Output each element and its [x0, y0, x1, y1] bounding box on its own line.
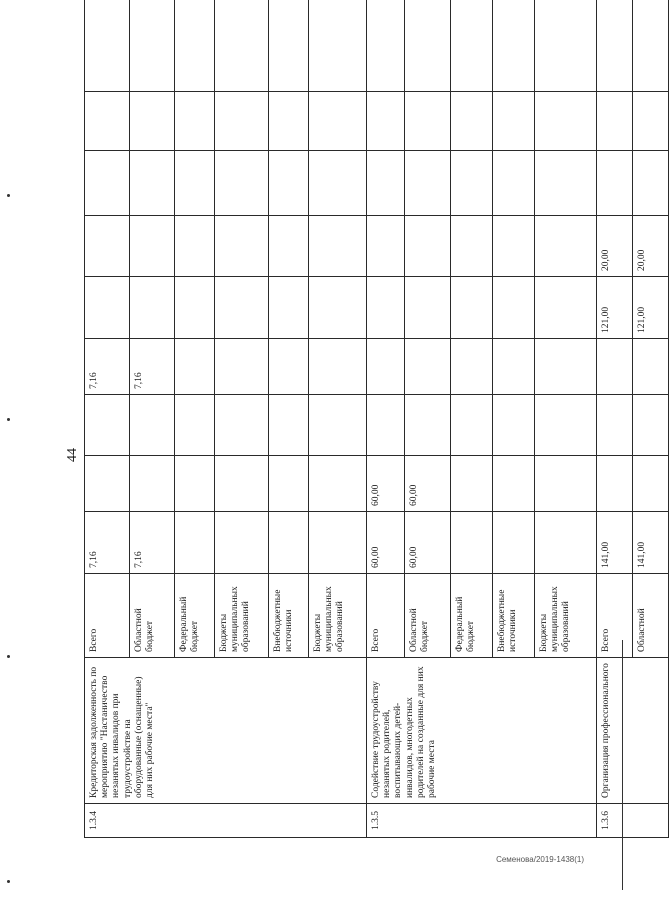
amount-cell: [535, 456, 597, 512]
amount-cell: [130, 216, 175, 277]
amount-cell: [535, 0, 597, 92]
amount-cell: [405, 92, 451, 151]
funding-source-cell: Бюджеты муниципальных образований: [309, 574, 367, 658]
item-number-cell: 1.3.6: [597, 804, 669, 838]
amount-cell: [633, 0, 669, 92]
amount-cell: 60,00: [367, 512, 405, 574]
amount-cell: [367, 92, 405, 151]
amount-cell: [215, 0, 269, 92]
item-number-cell: 1.3.5: [367, 804, 597, 838]
amount-cell: [175, 92, 215, 151]
amount-cell: [130, 0, 175, 92]
amount-cell: 60,00: [405, 456, 451, 512]
amount-cell: [309, 512, 367, 574]
amount-cell: [130, 395, 175, 456]
amount-cell: [130, 92, 175, 151]
amount-cell: [269, 92, 309, 151]
amount-cell: [451, 277, 493, 339]
amount-cell: [175, 339, 215, 395]
amount-cell: [451, 92, 493, 151]
amount-cell: [130, 151, 175, 216]
table-row: [85, 0, 130, 838]
amount-cell: [130, 277, 175, 339]
amount-cell: 20,00: [597, 216, 633, 277]
amount-cell: [309, 277, 367, 339]
amount-cell: [633, 151, 669, 216]
funding-source-cell: Федеральный бюджет: [175, 574, 215, 658]
page-number: 44: [65, 448, 80, 462]
amount-cell: [493, 216, 535, 277]
amount-cell: 141,00: [633, 512, 669, 574]
amount-cell: 7,16: [130, 339, 175, 395]
amount-cell: [405, 216, 451, 277]
amount-cell: [215, 339, 269, 395]
scan-dot: [7, 880, 10, 883]
table-row: [597, 0, 633, 838]
amount-cell: [493, 277, 535, 339]
amount-cell: [215, 512, 269, 574]
scan-dot: [7, 418, 10, 421]
amount-cell: 121,00: [597, 277, 633, 339]
amount-cell: 60,00: [367, 456, 405, 512]
funding-source-cell: Внебюджетные источники: [269, 574, 309, 658]
amount-cell: [175, 395, 215, 456]
scan-dot: [7, 194, 10, 197]
amount-cell: [85, 92, 130, 151]
amount-cell: [633, 339, 669, 395]
amount-cell: [175, 0, 215, 92]
amount-cell: [85, 277, 130, 339]
activity-name-cell: Содействие трудоустройству незанятых родителей, воспитывающих детей-инвалидов, многодетных родителей на созданные для них рабочие места: [367, 658, 597, 804]
amount-cell: [633, 456, 669, 512]
amount-cell: [85, 395, 130, 456]
amount-cell: [451, 456, 493, 512]
funding-source-cell: Федеральный бюджет: [451, 574, 493, 658]
amount-cell: [175, 277, 215, 339]
amount-cell: [269, 0, 309, 92]
amount-cell: [451, 395, 493, 456]
amount-cell: [493, 512, 535, 574]
amount-cell: [451, 216, 493, 277]
amount-cell: [451, 339, 493, 395]
amount-cell: [493, 456, 535, 512]
funding-source-cell: Всего: [85, 574, 130, 658]
amount-cell: [597, 339, 633, 395]
amount-cell: [493, 339, 535, 395]
amount-cell: 7,16: [130, 512, 175, 574]
amount-cell: [269, 395, 309, 456]
item-number-cell: 1.3.4: [85, 804, 367, 838]
funding-source-cell: Областной бюджет: [130, 574, 175, 658]
amount-cell: [367, 277, 405, 339]
amount-cell: [405, 0, 451, 92]
amount-cell: [269, 151, 309, 216]
amount-cell: [309, 151, 367, 216]
activity-name-cell: Кредиторская задолженность по мероприятию "Настаничество незанятых инвалидов при трудоустройстве на оборудованные (оснащенные) для них рабочие места": [85, 658, 367, 804]
amount-cell: [309, 456, 367, 512]
funding-source-cell: Областной бюджет: [405, 574, 451, 658]
amount-cell: [493, 151, 535, 216]
amount-cell: [405, 151, 451, 216]
scan-dot: [7, 655, 10, 658]
amount-cell: [309, 216, 367, 277]
amount-cell: [597, 92, 633, 151]
amount-cell: [215, 395, 269, 456]
scan-edge-line: [622, 640, 623, 890]
amount-cell: [367, 0, 405, 92]
amount-cell: [597, 395, 633, 456]
amount-cell: 60,00: [405, 512, 451, 574]
funding-source-cell: Всего: [367, 574, 405, 658]
amount-cell: [367, 339, 405, 395]
amount-cell: [309, 395, 367, 456]
amount-cell: 7,16: [85, 512, 130, 574]
amount-cell: [215, 151, 269, 216]
amount-cell: [535, 277, 597, 339]
amount-cell: 20,00: [633, 216, 669, 277]
amount-cell: [535, 395, 597, 456]
footer-document-code: Семенова/2019-1438(1): [496, 855, 584, 864]
amount-cell: [535, 216, 597, 277]
amount-cell: [493, 395, 535, 456]
budget-table: [84, 0, 669, 838]
amount-cell: 7,16: [85, 339, 130, 395]
amount-cell: [535, 151, 597, 216]
amount-cell: [451, 0, 493, 92]
amount-cell: [535, 92, 597, 151]
amount-cell: [367, 216, 405, 277]
table-body: [85, 0, 669, 838]
funding-source-cell: Внебюджетные источники: [493, 574, 535, 658]
amount-cell: [175, 512, 215, 574]
amount-cell: [597, 151, 633, 216]
amount-cell: [405, 395, 451, 456]
amount-cell: 121,00: [633, 277, 669, 339]
amount-cell: [175, 216, 215, 277]
amount-cell: [405, 277, 451, 339]
amount-cell: 141,00: [597, 512, 633, 574]
amount-cell: [85, 456, 130, 512]
budget-table-container: [84, 20, 647, 838]
amount-cell: [493, 92, 535, 151]
amount-cell: [215, 456, 269, 512]
amount-cell: [215, 216, 269, 277]
amount-cell: [309, 92, 367, 151]
activity-name-cell: Организация профессионального: [597, 658, 669, 804]
amount-cell: [175, 456, 215, 512]
amount-cell: [633, 92, 669, 151]
amount-cell: [535, 512, 597, 574]
funding-source-cell: Бюджеты муниципальных образований: [215, 574, 269, 658]
amount-cell: [493, 0, 535, 92]
amount-cell: [451, 151, 493, 216]
funding-source-cell: Всего: [597, 574, 633, 658]
amount-cell: [269, 339, 309, 395]
table-row: [367, 0, 405, 838]
amount-cell: [269, 216, 309, 277]
amount-cell: [269, 456, 309, 512]
funding-source-cell: Областной: [633, 574, 669, 658]
amount-cell: [451, 512, 493, 574]
amount-cell: [597, 0, 633, 92]
amount-cell: [130, 456, 175, 512]
amount-cell: [215, 277, 269, 339]
amount-cell: [85, 216, 130, 277]
amount-cell: [597, 456, 633, 512]
amount-cell: [309, 339, 367, 395]
amount-cell: [85, 151, 130, 216]
amount-cell: [367, 395, 405, 456]
amount-cell: [269, 512, 309, 574]
amount-cell: [367, 151, 405, 216]
amount-cell: [535, 339, 597, 395]
amount-cell: [633, 395, 669, 456]
amount-cell: [175, 151, 215, 216]
funding-source-cell: Бюджеты муниципальных образований: [535, 574, 597, 658]
amount-cell: [215, 92, 269, 151]
amount-cell: [269, 277, 309, 339]
amount-cell: [85, 0, 130, 92]
amount-cell: [309, 0, 367, 92]
amount-cell: [405, 339, 451, 395]
